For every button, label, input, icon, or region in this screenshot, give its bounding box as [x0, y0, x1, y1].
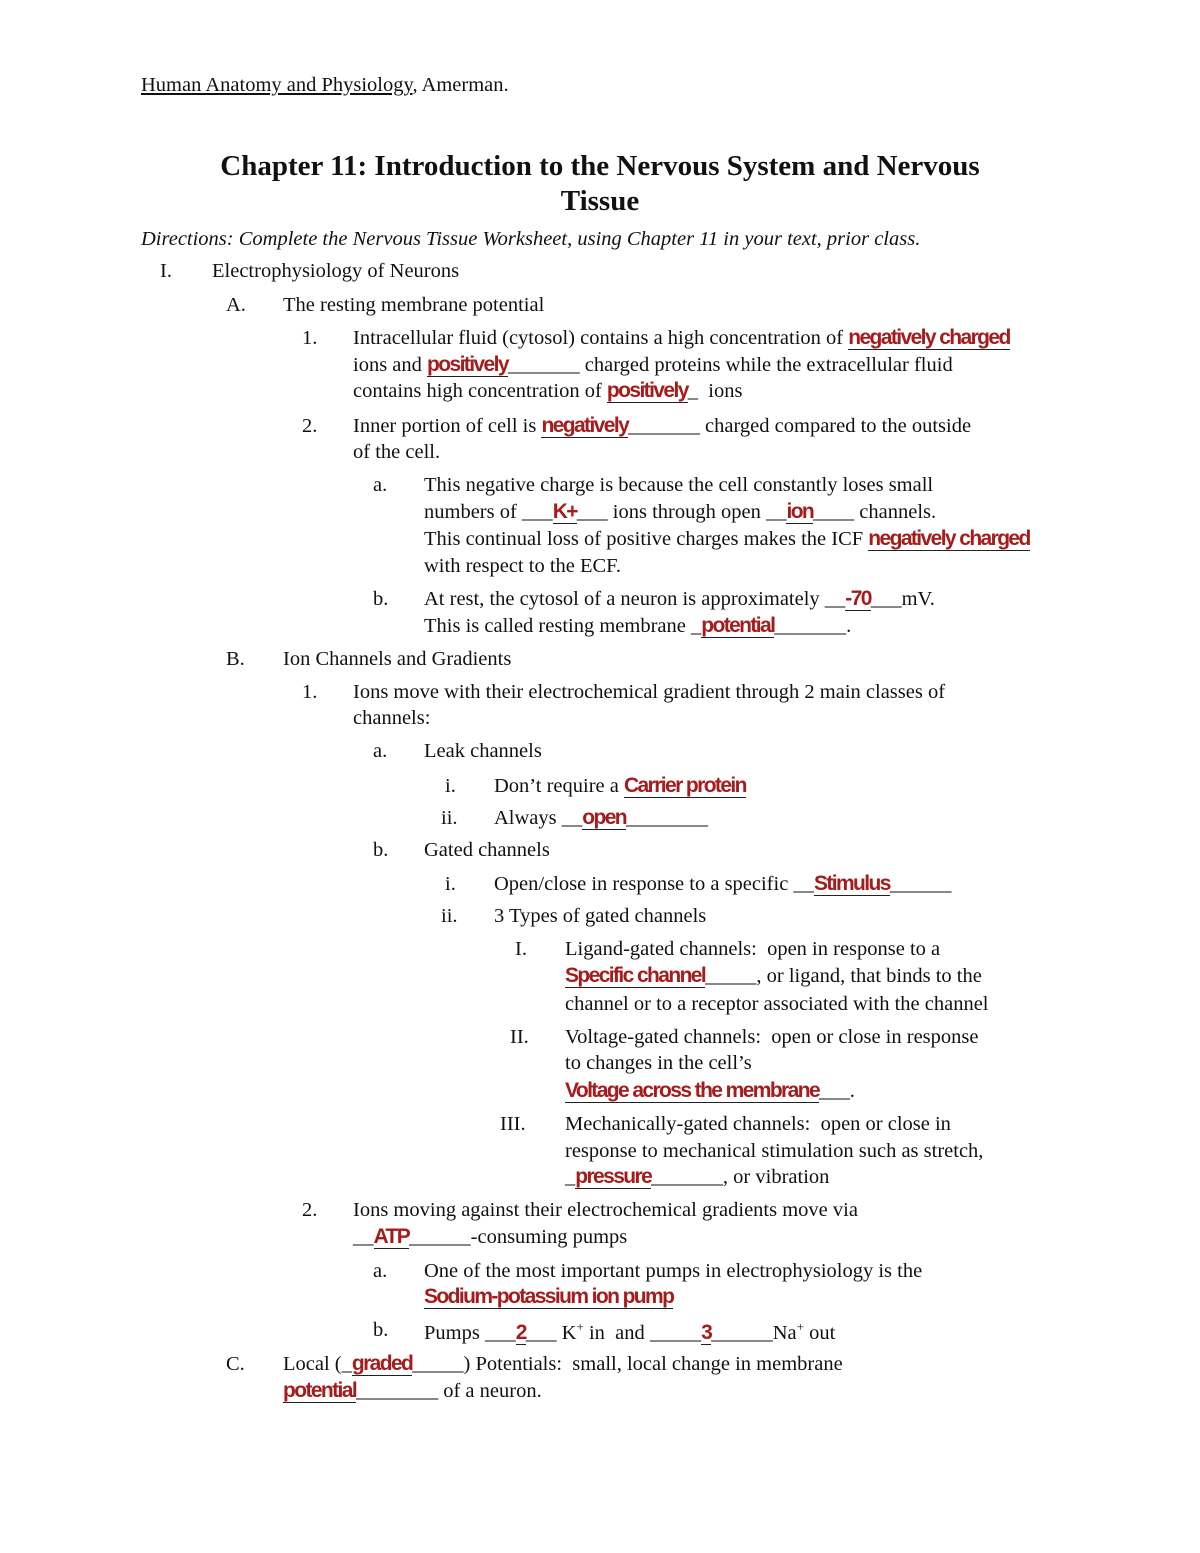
chapter-title-line-1: Chapter 11: Introduction to the Nervous System and Nervous: [220, 150, 980, 182]
outline-line: [353, 441, 440, 464]
printed-text: Voltage-gated channels: open or close in response: [565, 1026, 979, 1048]
printed-text: Open/close in response to a specific __: [494, 873, 814, 895]
printed-text: ions and: [353, 354, 428, 376]
handwritten-answer: K+: [552, 500, 577, 523]
outline-line: [353, 1226, 627, 1249]
printed-text: Local (_: [283, 1353, 352, 1375]
printed-text: Always __: [494, 807, 583, 829]
outline-line: [565, 993, 988, 1016]
outline-marker: 2.: [302, 415, 318, 437]
printed-text: Leak channels: [424, 740, 542, 762]
printed-text: Mechanically-gated channels: open or close in: [565, 1113, 951, 1135]
printed-text: _______ charged proteins while the extracellular fluid: [507, 354, 953, 376]
superscript: +: [796, 1319, 804, 1334]
outline-marker: I.: [515, 938, 527, 960]
outline-marker: C.: [226, 1353, 245, 1375]
handwritten-answer: negatively charged: [848, 326, 1010, 349]
handwritten-answer: Sodium-potassium ion pump: [424, 1285, 674, 1308]
outline-line: [424, 528, 1030, 551]
printed-text: ________: [626, 807, 709, 829]
outline-line: [283, 1353, 843, 1376]
outline-line: [565, 1166, 829, 1189]
handwritten-answer: Stimulus: [813, 872, 890, 895]
printed-text: ______Na: [711, 1321, 797, 1344]
printed-text: __: [353, 1226, 374, 1248]
outline-line: [353, 415, 971, 438]
handwritten-answer: ATP: [373, 1225, 410, 1248]
outline-marker: b.: [373, 588, 389, 610]
outline-line: [494, 905, 706, 928]
printed-text: ______-consuming pumps: [409, 1226, 628, 1248]
outline-line: [494, 873, 951, 896]
printed-text: Ions move with their electrochemical gradient through 2 main classes of: [353, 681, 946, 703]
outline-line: [565, 1113, 951, 1136]
printed-text: in and _____: [583, 1321, 702, 1344]
printed-text: ___.: [819, 1080, 855, 1102]
outline-line: [424, 501, 936, 524]
outline-line: [353, 327, 1010, 350]
printed-text: _____) Potentials: small, local change in membrane: [412, 1353, 843, 1375]
handwritten-answer: Carrier protein: [623, 774, 746, 797]
printed-text: channel or to a receptor associated with the channel: [565, 993, 989, 1015]
outline-marker: 2.: [302, 1199, 318, 1221]
printed-text: ___mV.: [870, 588, 935, 610]
outline-marker: 1.: [302, 327, 318, 349]
printed-text: Ions moving against their electrochemical gradients move via: [353, 1199, 858, 1221]
handwritten-answer: positively: [606, 379, 688, 402]
outline-line: [565, 1140, 983, 1163]
printed-text: to changes in the cell’s: [565, 1052, 752, 1074]
printed-text: with respect to the ECF.: [424, 555, 622, 577]
printed-text: This negative charge is because the cell constantly loses small: [424, 474, 934, 496]
outline-marker: a.: [373, 1260, 388, 1282]
outline-line: [424, 555, 621, 578]
outline-line: [283, 1380, 542, 1403]
handwritten-answer: positively: [427, 353, 508, 376]
outline-marker: i.: [445, 873, 456, 895]
printed-text: Ion Channels and Gradients: [283, 648, 512, 670]
outline-line: [565, 1026, 978, 1049]
outline-marker: ii.: [441, 905, 458, 927]
outline-line: [424, 839, 550, 862]
outline-line: [353, 1199, 858, 1222]
superscript: +: [576, 1319, 584, 1334]
printed-text: The resting membrane potential: [283, 294, 545, 316]
book-title: Human Anatomy and Physiology: [141, 74, 413, 96]
outline-line: [424, 588, 935, 611]
outline-line: [353, 681, 945, 704]
printed-text: At rest, the cytosol of a neuron is approximately __: [424, 588, 846, 610]
outline-marker: i.: [445, 775, 456, 797]
handwritten-answer: open: [582, 806, 627, 829]
printed-text: numbers of ___: [424, 501, 553, 523]
outline-marker: A.: [226, 294, 246, 316]
handwritten-answer: negatively: [541, 414, 629, 437]
outline-line: [565, 1080, 855, 1103]
handwritten-answer: ion: [786, 500, 814, 523]
handwritten-answer: potential: [283, 1379, 357, 1402]
outline-marker: I.: [160, 260, 172, 282]
printed-text: _: [565, 1166, 576, 1188]
outline-line: [353, 354, 953, 377]
outline-marker: a.: [373, 474, 388, 496]
outline-line: [494, 775, 746, 798]
printed-text: Gated channels: [424, 839, 550, 861]
printed-text: Don’t require a: [494, 775, 624, 797]
printed-text: _______.: [774, 615, 852, 637]
outline-marker: II.: [510, 1026, 529, 1048]
handwritten-answer: 2: [515, 1320, 526, 1344]
printed-text: ______: [889, 873, 952, 895]
printed-text: One of the most important pumps in electrophysiology is the: [424, 1260, 923, 1282]
outline-line: [424, 1260, 922, 1283]
printed-text: _______ charged compared to the outside: [628, 415, 972, 437]
printed-text: ___ K: [525, 1321, 577, 1344]
chapter-title-line-2: Tissue: [560, 185, 640, 217]
printed-text: Ligand-gated channels: open in response to a: [565, 938, 941, 960]
handwritten-answer: negatively charged: [868, 527, 1030, 550]
outline-line: [424, 740, 542, 763]
outline-line: [212, 260, 459, 283]
outline-marker: 1.: [302, 681, 318, 703]
outline-line: [353, 707, 430, 730]
printed-text: Electrophysiology of Neurons: [212, 260, 460, 282]
outline-marker: b.: [373, 1319, 389, 1341]
printed-text: response to mechanical stimulation such as stretch,: [565, 1140, 984, 1162]
printed-text: ___ ions through open __: [576, 501, 787, 523]
outline-line: [424, 615, 851, 638]
printed-text: Pumps ___: [424, 1321, 516, 1344]
outline-line: [283, 294, 544, 317]
outline-line: [424, 1286, 673, 1309]
printed-text: of the cell.: [353, 441, 441, 463]
directions: Directions: Complete the Nervous Tissue Worksheet, using Chapter 11 in your text, prior class.: [141, 228, 921, 250]
outline-line: [424, 1319, 835, 1345]
outline-marker: a.: [373, 740, 388, 762]
printed-text: 3 Types of gated channels: [494, 905, 707, 927]
printed-text: _______, or vibration: [651, 1166, 830, 1188]
printed-text: channels:: [353, 707, 431, 729]
printed-text: This is called resting membrane _: [424, 615, 702, 637]
handwritten-answer: -70: [845, 587, 871, 610]
outline-line: [353, 380, 742, 403]
printed-text: Inner portion of cell is: [353, 415, 542, 437]
running-header: [141, 74, 509, 97]
outline-marker: b.: [373, 839, 389, 861]
outline-line: [494, 807, 708, 830]
printed-text: This continual loss of positive charges makes the ICF: [424, 528, 869, 550]
outline-marker: ii.: [441, 807, 458, 829]
outline-marker: B.: [226, 648, 245, 670]
printed-text: Intracellular fluid (cytosol) contains a high concentration of: [353, 327, 849, 349]
author: , Amerman.: [412, 74, 509, 96]
printed-text: ________ of a neuron.: [356, 1380, 542, 1402]
outline-line: [565, 938, 940, 961]
printed-text: out: [803, 1321, 836, 1344]
printed-text: contains high concentration of: [353, 380, 607, 402]
handwritten-answer: potential: [701, 614, 775, 637]
outline-line: [565, 965, 982, 988]
outline-line: [283, 648, 511, 671]
printed-text: _ ions: [687, 380, 743, 402]
handwritten-answer: Voltage across the membrane: [565, 1079, 820, 1102]
handwritten-answer: pressure: [575, 1165, 652, 1188]
handwritten-answer: Specific channel: [565, 964, 706, 987]
handwritten-answer: graded: [351, 1352, 413, 1375]
outline-marker: III.: [500, 1113, 526, 1135]
handwritten-answer: 3: [701, 1320, 712, 1344]
outline-line: [565, 1052, 752, 1075]
printed-text: _____, or ligand, that binds to the: [705, 965, 982, 987]
outline-line: [424, 474, 933, 497]
printed-text: ____ channels.: [813, 501, 937, 523]
